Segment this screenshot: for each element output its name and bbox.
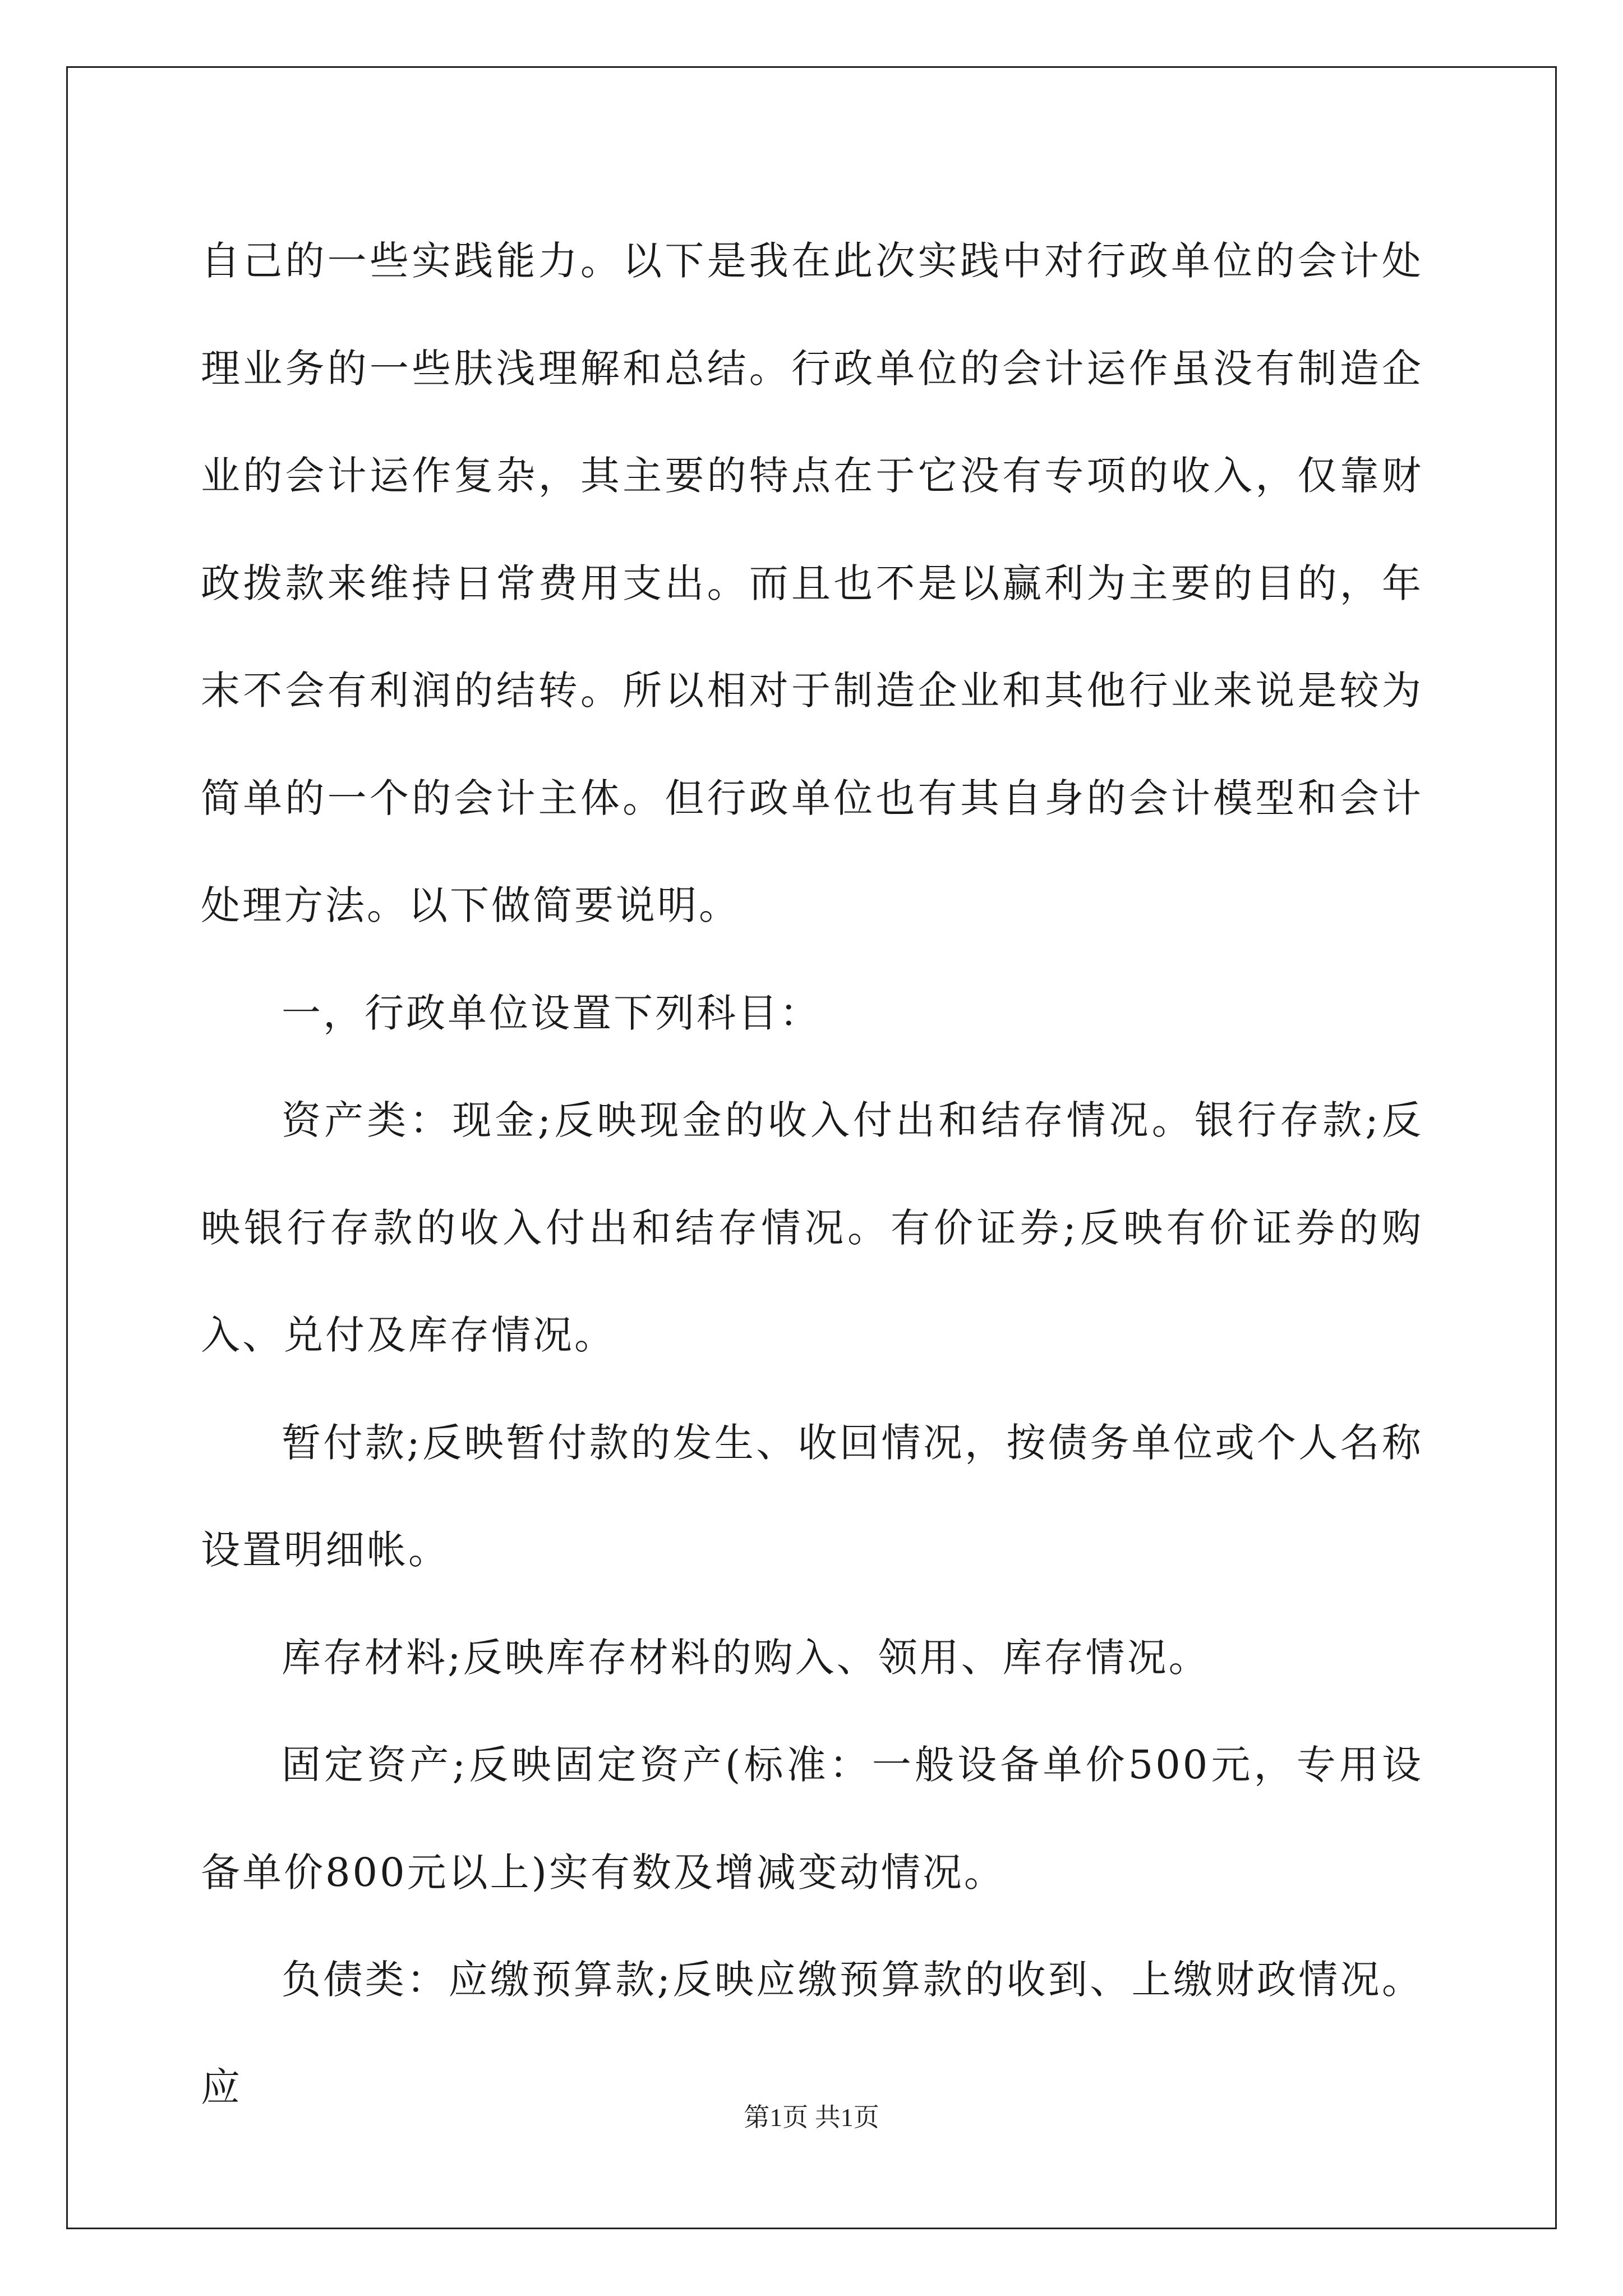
paragraph-5: 库存材料;反映库存材料的购入、领用、库存情况。 bbox=[282, 1634, 1210, 1681]
page-footer: 第1页 共1页 bbox=[744, 2103, 879, 2132]
document-body bbox=[201, 208, 1423, 2141]
paragraph-4: 暂付款;反映暂付款的发生、收回情况，按债务单位或个人名称设置明细帐。 bbox=[201, 1419, 1423, 1573]
paragraph-1: 自己的一些实践能力。以下是我在此次实践中对行政单位的会计处理业务的一些肤浅理解和总结。行政单位的会计运作虽没有制造企业的会计运作复杂，其主要的特点在于它没有专项的收入，仅靠财政拨款来维持日常费用支出。而且也不是以赢利为主要的目的，年末不会有利润的结转。所以相对于制造企业和其他行业来说是较为简单的一个的会计主体。但行政单位也有其自身的会计模型和会计处理方法。以下做简要说明。 bbox=[201, 238, 1423, 928]
paragraph-3: 资产类：现金;反映现金的收入付出和结存情况。银行存款;反映银行存款的收入付出和结存情况。有价证券;反映有价证券的购入、兑付及库存情况。 bbox=[201, 1097, 1423, 1358]
paragraph-7: 负债类：应缴预算款;反映应缴预算款的收到、上缴财政情况。应 bbox=[201, 1957, 1423, 2110]
paragraph-6: 固定资产;反映固定资产(标准：一般设备单价500元，专用设备单价800元以上)实有数及增减变动情况。 bbox=[201, 1742, 1423, 1895]
paragraph-2: 一，行政单位设置下列科目： bbox=[282, 990, 821, 1036]
